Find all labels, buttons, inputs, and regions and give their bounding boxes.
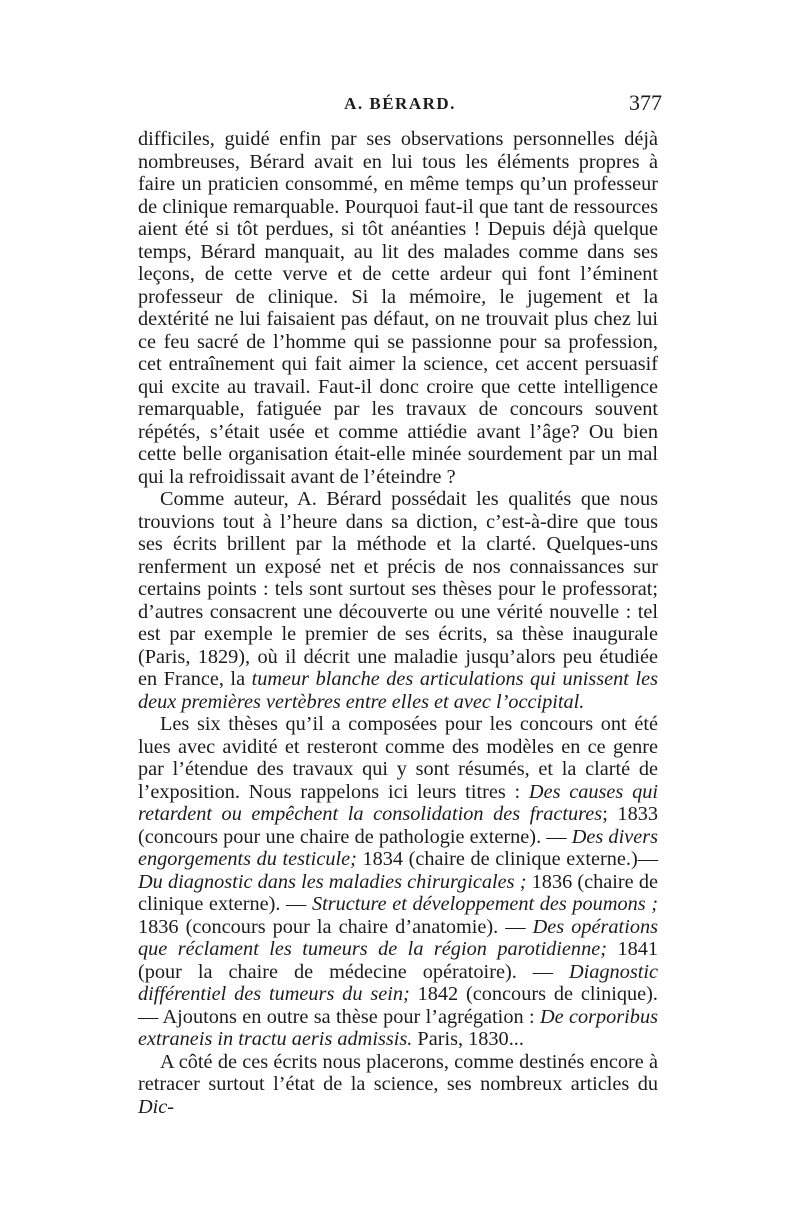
text-run: Les six thèses qu’il a composées pour les concours ont été lues avec avidité et resteront comme des modèles en ce genre par l’étendue des travaux qui y sont résumés, et la clarté de l’exposition. Nous rappelons ici leurs titres : xyxy=(138,713,658,803)
italic-text-run: Des divers engorgements du testicule; xyxy=(138,825,658,870)
text-run: A côté de ces écrits nous placerons, comme destinés encore à retracer surtout l’état de la science, ses nombreux articles du xyxy=(138,1050,658,1095)
italic-text-run: Dic- xyxy=(138,1095,175,1118)
body-text xyxy=(138,128,658,1118)
italic-text-run: Diagnostic différentiel des tumeurs du sein; xyxy=(138,960,658,1005)
text-run: difficiles, guidé enfin par ses observations personnelles déjà nombreuses, Bérard avait en lui tous les éléments propres à faire un praticien consommé, en même temps qu’un professeur de clinique remarquable. Pourquoi faut-il que tant de ressources aient été si tôt perdues, si tôt anéanties ! Depuis déjà quelque temps, Bérard manquait, au lit des malades comme dans ses leçons, de cette verve et de cette ardeur qui font l’éminent professeur de clinique. Si la mémoire, le jugement et la dextérité ne lui faisaient pas défaut, on ne trouvait plus chez lui ce feu sacré de l’homme qui se passionne pour sa profession, cet entraînement qui fait aimer la science, cet accent persuasif qui excite au travail. Faut-il donc croire que cette intelligence remarquable, fatiguée par les travaux de concours souvent répétés, s’était usée et comme attiédie avant l’âge? Ou bien cette belle organisation était-elle minée sourdement par un mal qui la refroidissait avant de l’éteindre ? xyxy=(138,128,658,488)
text-run: Paris, 1830... xyxy=(412,1028,524,1050)
text-run: Comme auteur, A. Bérard possédait les qualités que nous trouvions tout à l’heure dans sa diction, c’est-à-dire que tous ses écrits brillent par la méthode et la clarté. Quelques-uns renferment un exposé net et précis de nos connaissances sur certains points : tels sont surtout ses thèses pour le professorat; d’autres consacrent une découverte ou une vérité nouvelle : tel est par exemple le premier de ses écrits, sa thèse inaugurale (Paris, 1829), où il décrit une maladie jusqu’alors peu étudiée en France, la xyxy=(138,488,658,690)
text-run: 1842 (concours de clinique). — Ajoutons en outre sa thèse pour l’agrégation : xyxy=(138,983,658,1028)
italic-text-run: Des opérations que réclament les tumeurs de la région parotidienne; xyxy=(138,915,659,960)
paragraph xyxy=(138,1051,658,1119)
italic-text-run: tumeur blanche des articulations qui unissent les deux premières vertèbres entre elles et avec l’occipital. xyxy=(138,668,658,713)
text-run: 1836 (concours pour la chaire d’anatomie). — xyxy=(138,915,533,938)
paragraph xyxy=(138,128,658,488)
text-run: 1834 (chaire de clinique externe.)— xyxy=(356,848,658,870)
paragraph xyxy=(138,488,658,713)
text-run: ; 1833 (concours pour une chaire de pathologie externe). — xyxy=(138,803,658,848)
text-run: 1841 (pour la chaire de médecine opératoire). — xyxy=(138,938,659,983)
paragraph xyxy=(138,713,658,1051)
italic-text-run: Des causes qui retardent ou empêchent la consolidation des fractures xyxy=(138,780,658,825)
italic-text-run: Du diagnostic dans les maladies chirurgicales ; xyxy=(138,870,527,893)
italic-text-run: De corporibus extraneis in tractu aeris admissis. xyxy=(138,1005,658,1050)
text-run: 1836 (chaire de clinique externe). — xyxy=(138,870,658,915)
page-header xyxy=(138,90,662,124)
running-title: A. BÉRARD. xyxy=(344,94,456,113)
italic-text-run: Structure et développement des poumons ; xyxy=(311,893,658,915)
page-number: 377 xyxy=(629,90,662,115)
